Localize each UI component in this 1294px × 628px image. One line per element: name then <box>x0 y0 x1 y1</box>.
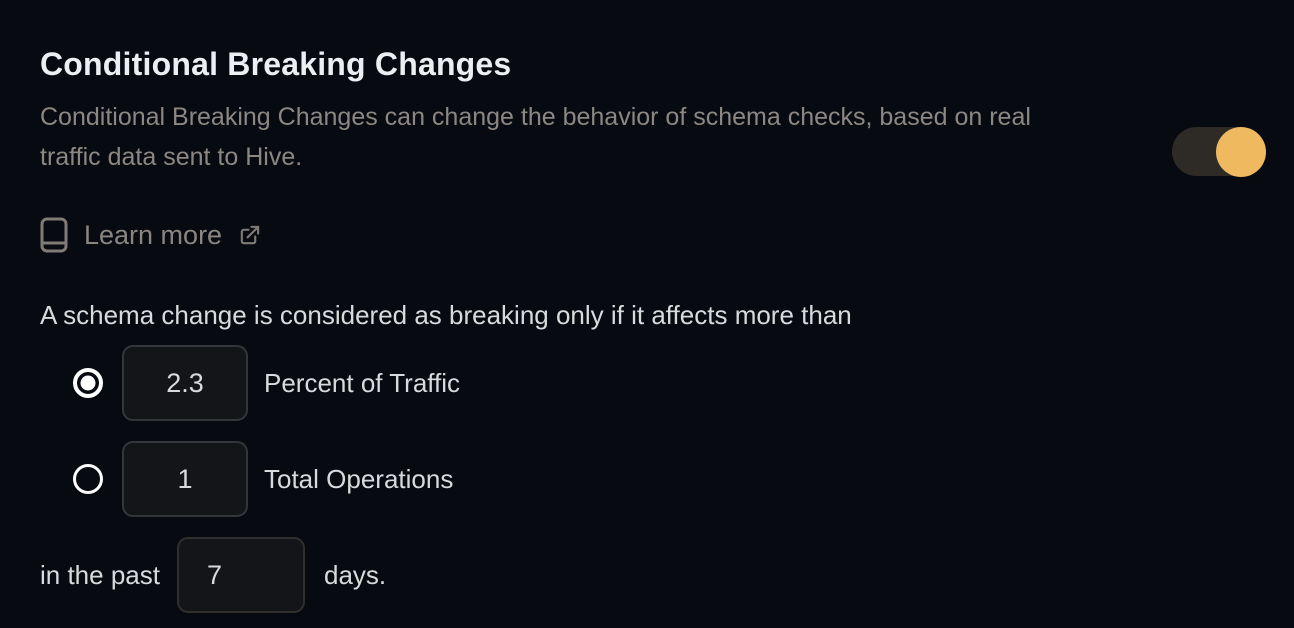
section-title: Conditional Breaking Changes <box>40 46 512 82</box>
learn-more-label: Learn more <box>84 219 223 250</box>
total-operations-label: Total Operations <box>264 463 454 494</box>
percent-of-traffic-row <box>40 345 1264 421</box>
description-line-1: Conditional Breaking Changes can change the behavior of schema checks, based on real <box>40 103 1031 131</box>
period-row <box>40 537 1264 613</box>
days-input[interactable] <box>177 537 305 613</box>
radio-dot <box>81 376 96 391</box>
toggle-knob <box>1216 127 1266 177</box>
learn-more-link[interactable] <box>40 217 261 253</box>
radio-percent-of-traffic[interactable] <box>73 368 103 398</box>
period-suffix: days. <box>323 559 387 590</box>
radio-total-operations[interactable] <box>73 464 103 494</box>
percent-of-traffic-label: Percent of Traffic <box>264 367 461 398</box>
description-line-2: traffic data sent to Hive. <box>40 143 303 171</box>
book-icon <box>40 217 68 253</box>
total-operations-row <box>40 441 1264 517</box>
condition-intro-text: A schema change is considered as breaking only if it affects more than <box>40 300 852 330</box>
threshold-options <box>40 345 1264 517</box>
section-description <box>40 97 1140 177</box>
percent-of-traffic-input[interactable] <box>122 345 248 421</box>
enabled-toggle[interactable] <box>1172 127 1264 176</box>
external-link-icon <box>238 224 261 247</box>
period-prefix: in the past <box>40 559 160 590</box>
total-operations-input[interactable] <box>122 441 248 517</box>
